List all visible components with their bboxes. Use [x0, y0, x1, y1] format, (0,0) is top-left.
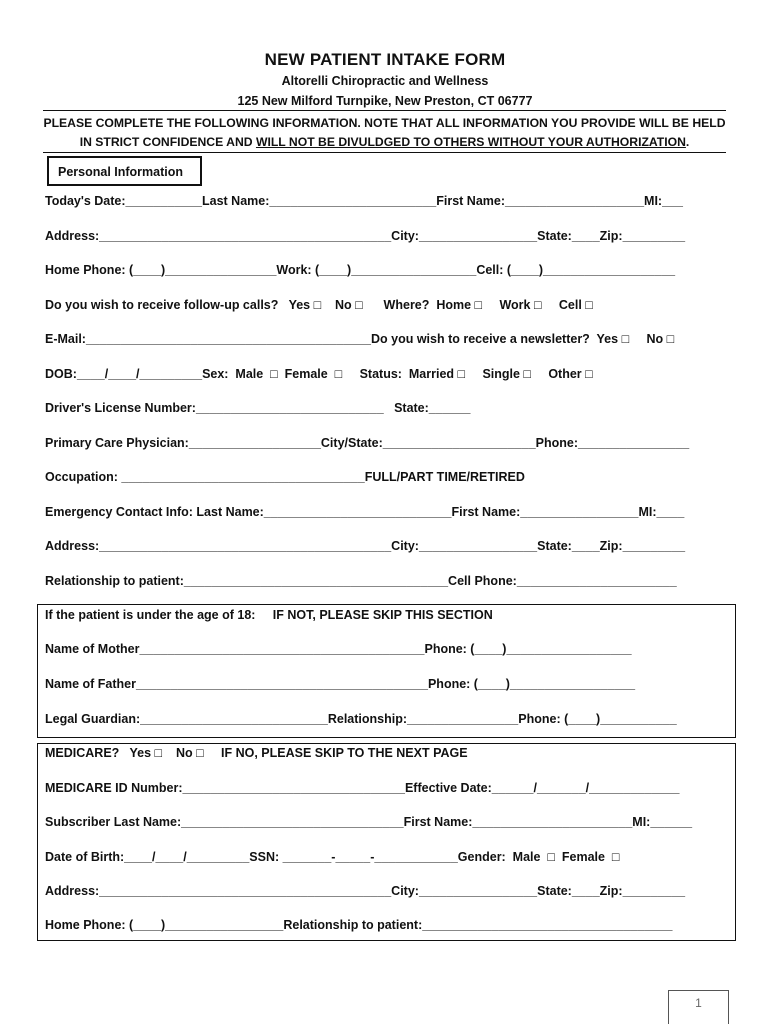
- medicare-id-line[interactable]: MEDICARE ID Number:________________________________Effective Date:______/_______/_____________: [45, 781, 680, 795]
- subscriber-address-line[interactable]: Address:__________________________________________City:_________________State:____Zip:_________: [45, 884, 686, 898]
- dob-sex-status-line[interactable]: DOB:____/____/_________Sex: Male □ Female □ Status: Married □ Single □ Other □: [45, 367, 593, 381]
- subscriber-home-phone-line[interactable]: Home Phone: (____)_________________Relationship to patient:____________________________________: [45, 918, 673, 932]
- subscriber-dob-ssn-line[interactable]: Date of Birth:____/____/_________SSN: _______-_____-____________Gender: Male □ Female □: [45, 850, 620, 864]
- drivers-license-line[interactable]: Driver's License Number:___________________________ State:______: [45, 401, 471, 415]
- practice-address: 125 New Milford Turnpike, New Preston, CT 06777: [237, 94, 533, 108]
- email-newsletter-line[interactable]: E-Mail:_________________________________________Do you wish to receive a newsletter? Yes □ No □: [45, 332, 675, 346]
- occupation-line[interactable]: Occupation: ___________________________________FULL/PART TIME/RETIRED: [45, 470, 525, 484]
- father-name-line[interactable]: Name of Father__________________________________________Phone: (____)__________________: [45, 677, 636, 691]
- notice-bottom-rule: [43, 152, 726, 153]
- page-number: 1: [695, 996, 702, 1010]
- todays-date-name-line[interactable]: Today's Date:___________Last Name:________________________First Name:____________________MI:___: [45, 194, 683, 208]
- follow-up-calls-line[interactable]: Do you wish to receive follow-up calls? Yes □ No □ Where? Home □ Work □ Cell □: [45, 298, 593, 312]
- legal-guardian-line[interactable]: Legal Guardian:___________________________Relationship:________________Phone: (____)___________: [45, 712, 677, 726]
- page-number-box: [668, 990, 729, 1024]
- medicare-section-box: [37, 743, 736, 941]
- practice-name: Altorelli Chiropractic and Wellness: [281, 74, 489, 88]
- notice-period: .: [685, 135, 690, 149]
- form-title: NEW PATIENT INTAKE FORM: [264, 50, 506, 69]
- mother-name-line[interactable]: Name of Mother_________________________________________Phone: (____)__________________: [45, 642, 632, 656]
- confidentiality-notice: [43, 114, 726, 152]
- minor-section-heading: If the patient is under the age of 18: IF NOT, PLEASE SKIP THIS SECTION: [45, 608, 493, 622]
- medicare-question-line[interactable]: MEDICARE? Yes □ No □ IF NO, PLEASE SKIP TO THE NEXT PAGE: [45, 746, 468, 760]
- emergency-contact-line[interactable]: Emergency Contact Info: Last Name:___________________________First Name:_________________MI:____: [45, 505, 685, 519]
- notice-underlined-text: WILL NOT BE DIVULDGED TO OTHERS WITHOUT YOUR AUTHORIZATION: [255, 135, 686, 149]
- top-rule: [43, 110, 726, 111]
- address-line[interactable]: Address:__________________________________________City:_________________State:____Zip:_________: [45, 229, 686, 243]
- emergency-address-line[interactable]: Address:__________________________________________City:_________________State:____Zip:_________: [45, 539, 686, 553]
- personal-info-section-label: Personal Information: [58, 165, 184, 179]
- phone-numbers-line[interactable]: Home Phone: (____)________________Work: (____)__________________Cell: (____)___________________: [45, 263, 676, 277]
- subscriber-name-line[interactable]: Subscriber Last Name:________________________________First Name:_______________________MI:______: [45, 815, 693, 829]
- notice-text: PLEASE COMPLETE THE FOLLOWING INFORMATION. NOTE THAT ALL INFORMATION YOU PROVIDE WILL BE HELD IN STRICT CONFIDENCE AND: [43, 116, 726, 149]
- personal-info-header-box: [47, 156, 202, 186]
- primary-care-physician-line[interactable]: Primary Care Physician:___________________City/State:______________________Phone:________________: [45, 436, 690, 450]
- relationship-cell-phone-line[interactable]: Relationship to patient:______________________________________Cell Phone:_______________________: [45, 574, 677, 588]
